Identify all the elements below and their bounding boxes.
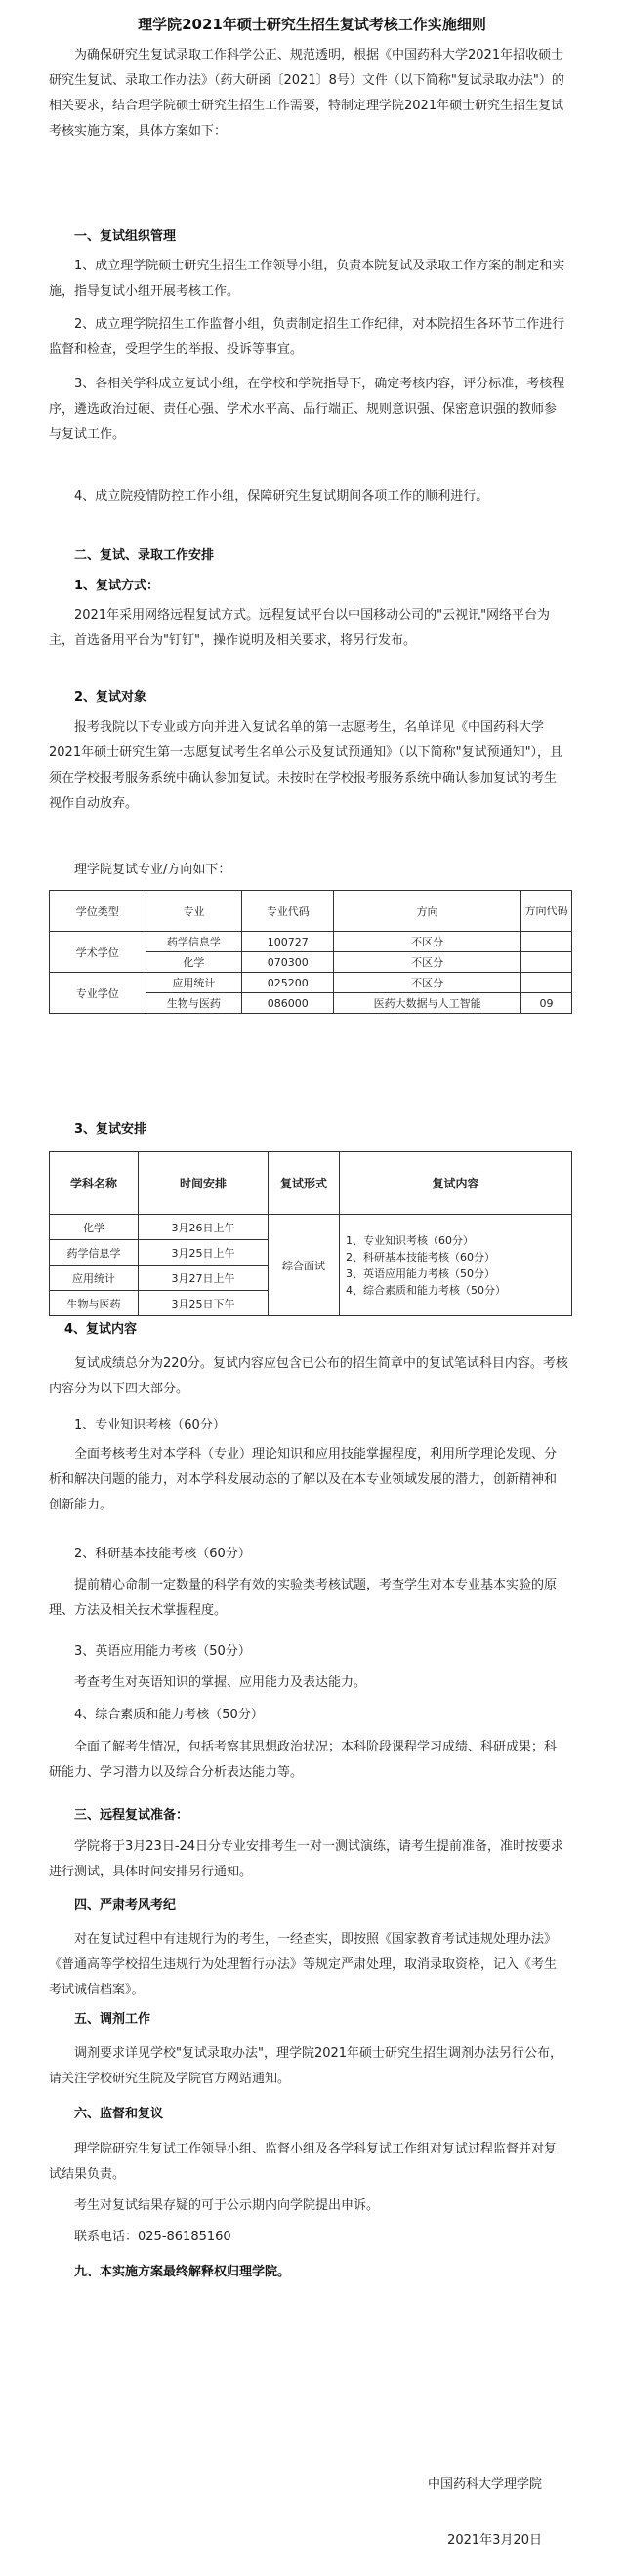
schedule-cell-subject: 化学 <box>50 1215 139 1240</box>
schedule-cell-form: 综合面试 <box>269 1215 340 1316</box>
majors-header-direction: 方向 <box>334 891 521 932</box>
schedule-cell-subject: 药学信息学 <box>50 1240 139 1266</box>
majors-cell-type: 专业学位 <box>50 973 146 1014</box>
schedule-header-content: 复试内容 <box>340 1152 572 1215</box>
part4-desc: 全面了解考生情况，包括考察其思想政治状况；本科阶段课程学习成绩、科研成果；科研能力、学习潜力以及综合分析表达能力等。 <box>49 1740 558 1780</box>
sec4-text: 对在复试过程中有违规行为的考生，一经查实，即按照《国家教育考试违规处理办法》《普通高等学校招生违规行为处理暂行办法》等规定严肃处理，取消录取资格，记入《考生考试诚信档案》。 <box>49 1932 558 1997</box>
schedule-content-line: 3、英语应用能力考核（50分） <box>346 1267 495 1280</box>
sec6-heading: 六、监督和复议 <box>74 2107 164 2121</box>
signature-org: 中国药科大学理学院 <box>427 2477 542 2492</box>
schedule-cell-time: 3月25日上午 <box>139 1240 269 1266</box>
sec6-text1: 理学院研究生复试工作领导小组、监督小组及各学科复试工作组对复试过程监督并对复试结果负责。 <box>49 2142 558 2182</box>
majors-cell-direction: 不区分 <box>334 932 521 952</box>
schedule-content-line: 4、综合素质和能力考核（50分） <box>346 1283 506 1297</box>
schedule-content-line: 1、专业知识考核（60分） <box>346 1233 474 1247</box>
sec4-heading: 四、严肃考风考纪 <box>74 1898 177 1912</box>
majors-cell-dcode: 09 <box>520 993 571 1014</box>
sec2-heading: 二、复试、录取工作安排 <box>74 548 215 563</box>
part1-title: 1、专业知识考核（60分） <box>74 1418 226 1432</box>
majors-header-type: 学位类型 <box>50 891 146 932</box>
schedule-cell-time: 3月25日下午 <box>139 1291 269 1316</box>
sec2-sub1-text: 2021年采用网络远程复试方式。远程复试平台以中国移动公司的"云视讯"网络平台为主，首选备用平台为"钉钉"，操作说明及相关要求，将另行发布。 <box>49 608 551 648</box>
schedule-content-line: 2、科研基本技能考核（60分） <box>346 1250 495 1264</box>
sec5-heading: 五、调剂工作 <box>74 2012 151 2027</box>
majors-cell-code: 086000 <box>242 993 334 1014</box>
sec2-sub3-heading: 3、复试安排 <box>74 1122 147 1137</box>
intro-paragraph: 为确保研究生复试录取工作科学公正、规范透明，根据《中国药科大学2021年招收硕士研究生复试、录取工作办法》（药大研函〔2021〕8号）文件（以下简称"复试录取办法"）的相关要求，结合理学院硕士研究生招生工作需要，特制定理学院2021年硕士研究生招生复试考核实施方案，具体方案如下： <box>49 48 564 139</box>
majors-cell-code: 100727 <box>242 932 334 952</box>
schedule-cell-content <box>340 1215 572 1316</box>
sec1-item-1: 1、成立理学院硕士研究生招生工作领导小组，负责本院复试及录取工作方案的制定和实施，指导复试小组开展考核工作。 <box>49 259 565 299</box>
majors-table <box>49 890 572 1014</box>
sec2-sub2-heading: 2、复试对象 <box>74 690 147 704</box>
sec2-sub4-heading: 4、复试内容 <box>64 1322 138 1337</box>
majors-cell-code: 070300 <box>242 952 334 973</box>
part2-title: 2、科研基本技能考核（60分） <box>74 1547 251 1561</box>
majors-cell-code: 025200 <box>242 973 334 993</box>
part3-desc: 考查考生对英语知识的掌握、应用能力及表达能力。 <box>74 1675 367 1690</box>
sec3-text: 学院将于3月23日-24日分专业安排考生一对一测试演练，请考生提前准备，准时按要求进行测试，具体时间安排另行通知。 <box>49 1839 564 1879</box>
majors-header-code: 专业代码 <box>242 891 334 932</box>
majors-cell-major: 应用统计 <box>146 973 242 993</box>
sec2-table-intro: 理学院复试专业/方向如下： <box>74 863 231 877</box>
sec3-heading: 三、远程复试准备： <box>74 1808 189 1823</box>
majors-cell-direction: 不区分 <box>334 952 521 973</box>
part3-title: 3、英语应用能力考核（50分） <box>74 1644 251 1659</box>
schedule-header-time: 时间安排 <box>139 1152 269 1215</box>
majors-cell-major: 生物与医药 <box>146 993 242 1014</box>
sec6-text2: 考生对复试结果存疑的可于公示期内向学院提出申诉。 <box>74 2198 380 2213</box>
majors-cell-direction: 医药大数据与人工智能 <box>334 993 521 1014</box>
majors-cell-dcode <box>520 932 571 952</box>
sec2-sub1-heading: 1、复试方式： <box>74 579 160 593</box>
schedule-header-subject: 学科名称 <box>50 1152 139 1215</box>
sec1-heading: 一、复试组织管理 <box>74 229 177 244</box>
majors-cell-type: 学术学位 <box>50 932 146 973</box>
signature-date: 2021年3月20日 <box>447 2533 542 2548</box>
document-title: 理学院2021年硕士研究生招生复试考核工作实施细则 <box>138 16 486 33</box>
majors-cell-major: 化学 <box>146 952 242 973</box>
sec6-phone: 联系电话：025-86185160 <box>74 2230 231 2244</box>
majors-cell-direction: 不区分 <box>334 973 521 993</box>
sec2-sub4-text: 复试成绩总分为220分。复试内容应包含已公布的招生简章中的复试笔试科目内容。考核内容分为以下四大部分。 <box>49 1356 568 1396</box>
schedule-cell-subject: 应用统计 <box>50 1266 139 1291</box>
schedule-table <box>49 1151 572 1316</box>
schedule-cell-time: 3月27日上午 <box>139 1266 269 1291</box>
sec1-item-2: 2、成立理学院招生工作监督小组，负责制定招生工作纪律，对本院招生各环节工作进行监督和检查，受理学生的举报、投诉等事宜。 <box>49 317 565 357</box>
sec5-text: 调剂要求详见学校"复试录取办法"，理学院2021年硕士研究生招生调剂办法另行公布，请关注学校研究生院及学院官方网站通知。 <box>49 2046 563 2086</box>
sec1-item-4: 4、成立院疫情防控工作小组，保障研究生复试期间各项工作的顺利进行。 <box>74 489 489 503</box>
majors-cell-dcode <box>520 952 571 973</box>
part4-title: 4、综合素质和能力考核（50分） <box>74 1708 264 1722</box>
schedule-cell-time: 3月26日上午 <box>139 1215 269 1240</box>
majors-header-dcode: 方向代码 <box>520 891 571 932</box>
schedule-cell-subject: 生物与医药 <box>50 1291 139 1316</box>
sec9-heading: 九、本实施方案最终解释权归理学院。 <box>74 2265 291 2279</box>
part1-desc: 全面考核考生对本学科（专业）理论知识和应用技能掌握程度，利用所学理论发现、分析和解决问题的能力，对本学科发展动态的了解以及在本专业领域发展的潜力，创新精神和创新能力。 <box>49 1447 558 1512</box>
part2-desc: 提前精心命制一定数量的科学有效的实验类考核试题，考查学生对本专业基本实验的原理、方法及相关技术掌握程度。 <box>49 1578 558 1618</box>
schedule-header-form: 复试形式 <box>269 1152 340 1215</box>
majors-header-major: 专业 <box>146 891 242 932</box>
majors-cell-dcode <box>520 973 571 993</box>
majors-cell-major: 药学信息学 <box>146 932 242 952</box>
sec1-item-3: 3、各相关学科成立复试小组，在学校和学院指导下，确定考核内容，评分标准，考核程序，遴选政治过硬、责任心强、学术水平高、品行端正、规则意识强、保密意识强的教师参与复试工作。 <box>49 377 565 442</box>
sec2-sub2-text: 报考我院以下专业或方向并进入复试名单的第一志愿考生，名单详见《中国药科大学2021年硕士研究生第一志愿复试考生名单公示及复试预通知》（以下简称"复试预通知"），且须在学校报考服务系统中确认参加复试。未按时在学校报考服务系统中确认参加复试的考生视作自动放弃。 <box>49 720 563 811</box>
